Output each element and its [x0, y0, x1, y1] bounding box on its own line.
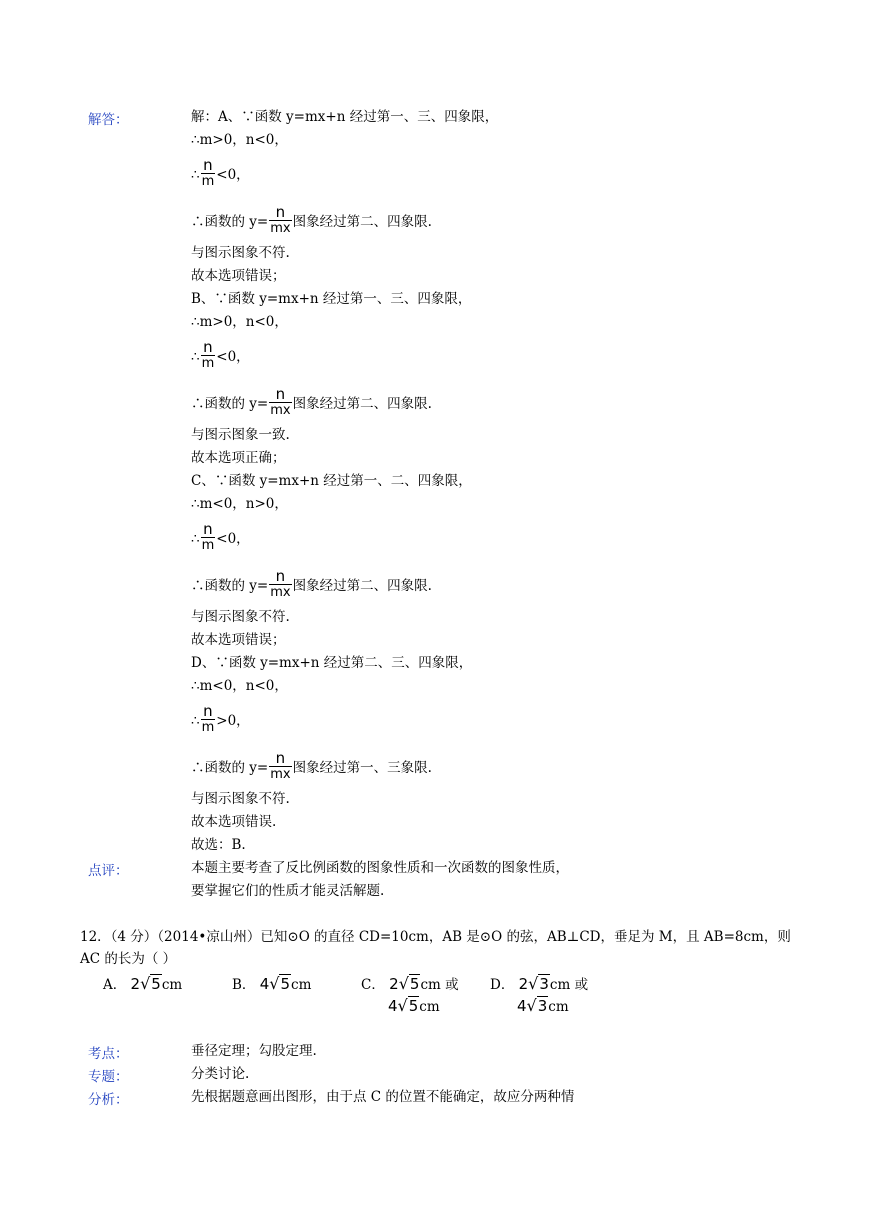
fraction-numerator: n — [201, 704, 216, 720]
solution-line: 与图示图象不符. — [191, 791, 290, 807]
solution-line — [191, 567, 432, 602]
prefix-text: ∴函数的 y= — [191, 214, 269, 230]
radical-expression: 4√5 — [388, 996, 419, 1015]
comment-label: 点评： — [88, 863, 129, 879]
fraction-numerator: n — [201, 522, 216, 538]
comment-line: 要掌握它们的性质才能灵活解题. — [191, 883, 385, 899]
solution-line — [191, 749, 432, 784]
fraction-denominator: m — [201, 538, 215, 553]
solution-line — [191, 203, 432, 238]
suffix-text: >0， — [216, 713, 250, 729]
prefix-text: ∴ — [191, 349, 200, 365]
option-label: D． — [490, 977, 515, 993]
solution-line: C、∵函数 y=mx+n 经过第一、二、四象限， — [191, 473, 472, 489]
fenxi-label: 分析： — [88, 1092, 129, 1108]
suffix-text: 图象经过第一、三象限. — [292, 760, 432, 776]
option-d — [490, 973, 588, 993]
fraction — [201, 522, 216, 553]
fenxi-text: 先根据题意画出图形，由于点 C 的位置不能确定，故应分两种情 — [191, 1089, 575, 1105]
prefix-text: ∴ — [191, 713, 200, 729]
suffix-text: 图象经过第二、四象限. — [292, 214, 432, 230]
solution-line: 故本选项错误； — [191, 632, 286, 648]
fraction — [269, 205, 291, 236]
option-unit: cm 或 — [549, 977, 589, 993]
fraction-numerator: n — [269, 751, 291, 767]
solution-line: 解：A、∵函数 y=mx+n 经过第一、三、四象限， — [191, 109, 499, 125]
solution-line: 故本选项错误； — [191, 268, 286, 284]
fraction-numerator: n — [201, 158, 216, 174]
zhuanti-text: 分类讨论. — [191, 1066, 250, 1082]
solution-line — [191, 338, 250, 373]
question-text: AC 的长为（ ） — [80, 951, 177, 967]
question-text: 12．（4 分）（2014•凉山州）已知⊙O 的直径 CD=10cm，AB 是⊙O 的弦，AB⊥CD，垂足为 M，且 AB=8cm，则 — [80, 929, 791, 945]
option-unit: cm — [161, 977, 183, 993]
solution-line: ∴m<0，n<0， — [191, 678, 288, 694]
solution-line: B、∵函数 y=mx+n 经过第一、三、四象限， — [191, 291, 472, 307]
kaodian-label: 考点： — [88, 1046, 129, 1062]
fraction — [269, 387, 291, 418]
radical-expression: 4√5 — [259, 974, 291, 993]
fraction-numerator: n — [269, 569, 291, 585]
comment-line: 本题主要考查了反比例函数的图象性质和一次函数的图象性质， — [191, 860, 569, 876]
prefix-text: ∴函数的 y= — [191, 578, 269, 594]
suffix-text: <0， — [216, 167, 250, 183]
radical-expression: 2√5 — [389, 974, 420, 993]
fraction — [269, 569, 291, 600]
solution-line — [191, 702, 250, 737]
fraction-denominator: mx — [270, 221, 291, 236]
prefix-text: ∴函数的 y= — [191, 760, 269, 776]
solution-line: 故选：B. — [191, 837, 246, 853]
fraction-denominator: mx — [270, 585, 291, 600]
option-c — [361, 973, 459, 993]
prefix-text: ∴ — [191, 167, 200, 183]
fraction-numerator: n — [201, 340, 216, 356]
option-label: C． — [361, 977, 385, 993]
prefix-text: ∴函数的 y= — [191, 396, 269, 412]
solution-line: 故本选项正确； — [191, 450, 286, 466]
option-b — [232, 973, 311, 993]
suffix-text: 图象经过第二、四象限. — [292, 578, 432, 594]
option-unit: cm — [291, 977, 312, 993]
prefix-text: ∴ — [191, 531, 200, 547]
option-label: A． — [103, 977, 127, 993]
solution-line: 故本选项错误. — [191, 814, 277, 830]
answer-label: 解答： — [88, 112, 129, 128]
radical-expression: 2√5 — [130, 974, 161, 993]
suffix-text: 图象经过第二、四象限. — [292, 396, 432, 412]
solution-line: 与图示图象不符. — [191, 245, 290, 261]
option-unit: cm 或 — [420, 977, 459, 993]
fraction — [269, 751, 291, 782]
radical-expression: 4√3 — [517, 996, 548, 1015]
solution-line — [191, 520, 250, 555]
option-c-cont — [388, 996, 440, 1015]
suffix-text: <0， — [216, 349, 250, 365]
solution-line: 与图示图象不符. — [191, 609, 290, 625]
kaodian-text: 垂径定理；勾股定理. — [191, 1043, 317, 1059]
solution-line — [191, 156, 250, 191]
suffix-text: <0， — [216, 531, 250, 547]
solution-line: ∴m<0，n>0， — [191, 496, 288, 512]
option-unit: cm — [419, 999, 440, 1015]
solution-line: ∴m>0，n<0， — [191, 132, 288, 148]
fraction-denominator: m — [201, 720, 215, 735]
option-a — [103, 973, 182, 993]
solution-line — [191, 385, 432, 420]
fraction-denominator: mx — [270, 403, 291, 418]
zhuanti-label: 专题： — [88, 1069, 129, 1085]
fraction — [201, 340, 216, 371]
fraction — [201, 704, 216, 735]
fraction-denominator: mx — [270, 767, 291, 782]
solution-line: ∴m>0，n<0， — [191, 314, 288, 330]
solution-line: D、∵函数 y=mx+n 经过第二、三、四象限， — [191, 655, 473, 671]
option-unit: cm — [548, 999, 569, 1015]
fraction-numerator: n — [269, 387, 291, 403]
fraction-denominator: m — [201, 356, 215, 371]
radical-expression: 2√3 — [518, 974, 549, 993]
option-label: B． — [232, 977, 256, 993]
fraction-denominator: m — [201, 174, 215, 189]
fraction-numerator: n — [269, 205, 291, 221]
fraction — [201, 158, 216, 189]
solution-line: 与图示图象一致. — [191, 427, 290, 443]
option-d-cont — [517, 996, 569, 1015]
